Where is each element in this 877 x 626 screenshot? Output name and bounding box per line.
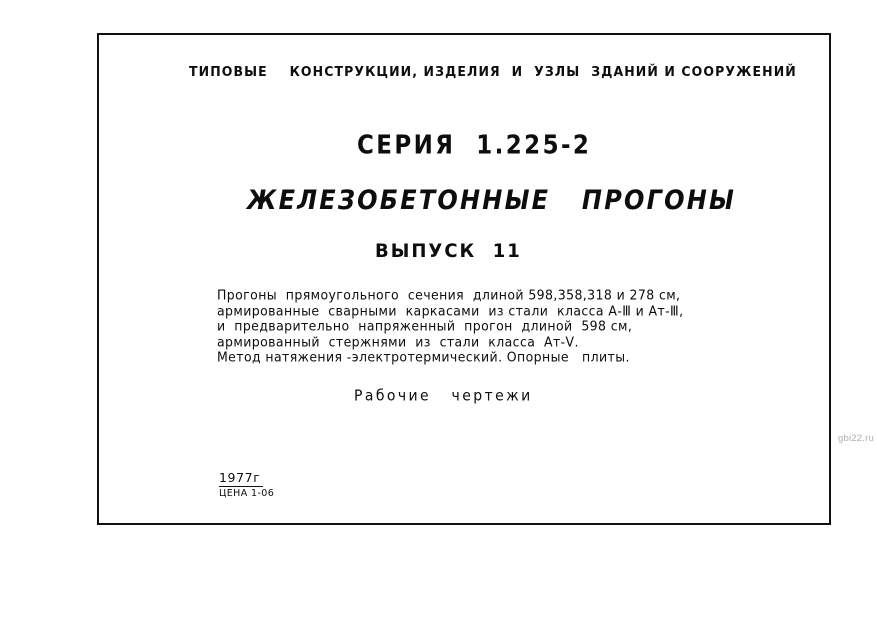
description-line: Метод натяжения -электротермический. Опорные плиты. bbox=[217, 349, 630, 365]
title-page-frame bbox=[97, 33, 831, 525]
price-label: ЦЕНА 1-06 bbox=[219, 488, 275, 499]
working-drawings-label: Рабочие чертежи bbox=[354, 388, 533, 405]
year-and-price-block bbox=[219, 470, 274, 499]
publication-year: 1977г bbox=[219, 470, 261, 485]
series-number: СЕРИЯ 1.225-2 bbox=[357, 131, 592, 161]
description-block bbox=[217, 287, 817, 365]
description-line: армированный стержнями из стали класса Ат-Ⅴ. bbox=[217, 333, 579, 350]
issue-number: ВЫПУСК 11 bbox=[375, 240, 522, 263]
year-underline bbox=[219, 486, 263, 487]
description-line: Прогоны прямоугольного сечения длиной 598,358,318 и 278 см, bbox=[217, 287, 681, 303]
description-line: и предварительно напряженный прогон длиной 598 см, bbox=[217, 318, 633, 334]
description-line: армированные сварными каркасами из стали класса А-Ⅲ и Ат-Ⅲ, bbox=[217, 302, 684, 319]
document-header-line: ТИПОВЫЕ КОНСТРУКЦИИ, ИЗДЕЛИЯ И УЗЛЫ ЗДАНИЙ И СООРУЖЕНИЙ bbox=[189, 63, 797, 80]
page-title: ЖЕЛЕЗОБЕТОННЫЕ ПРОГОНЫ bbox=[247, 185, 737, 216]
site-watermark: gbi22.ru bbox=[838, 433, 874, 444]
